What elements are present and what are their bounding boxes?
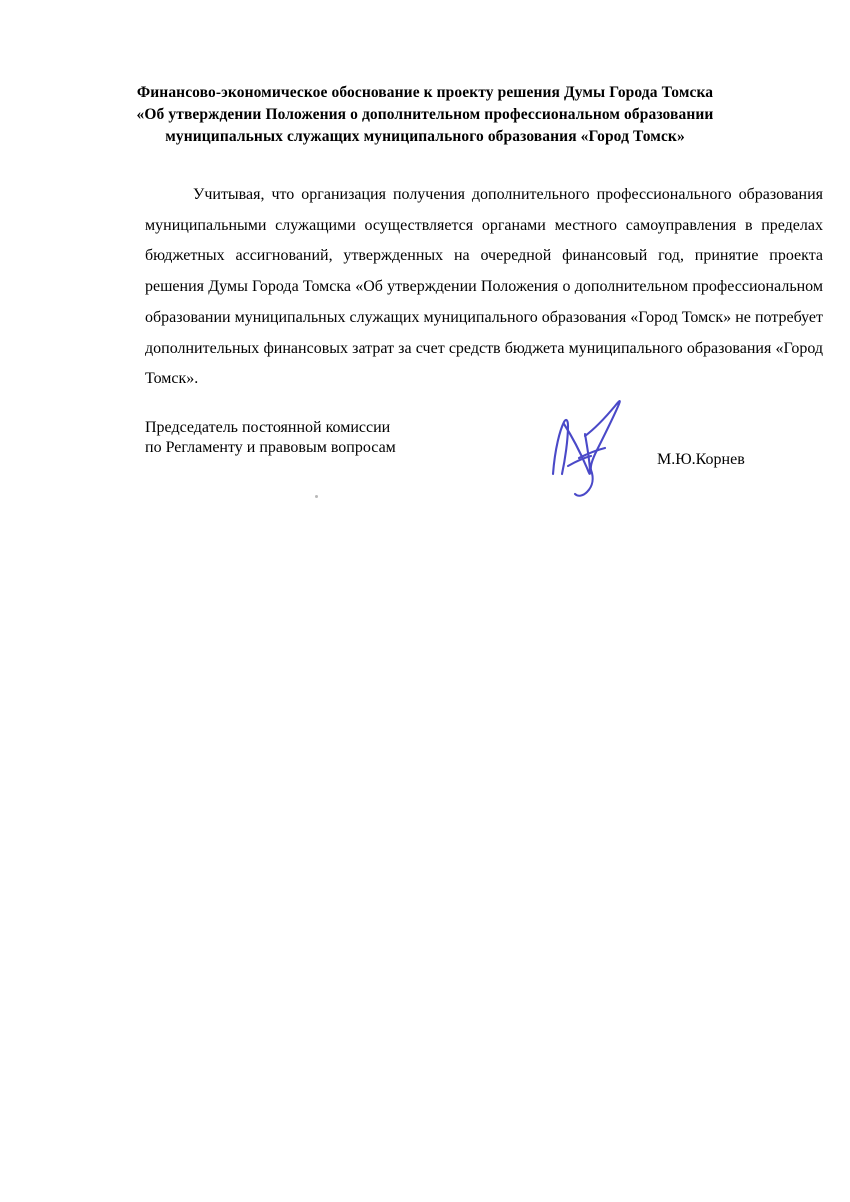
page-artifact-dot [315,495,318,498]
page-title [110,82,740,148]
page-title-line-2: «Об утверждении Положения о дополнительном профессиональном образовании [136,106,714,123]
body-paragraph: Учитывая, что организация получения дополнительного профессионального образования муниципальными служащими осуществляется органами местного самоуправления в пределах бюджетных ассигнований, утвержденных на очередной финансовый год, принятие проекта решения Думы Города Томска «Об утверждении Положения о дополнительном профессиональном образовании муниципальных служащих муниципального образования «Город Томск» не потребует дополнительных финансовых затрат за счет средств бюджета муниципального образования «Город Томск». [145,186,823,388]
signatory-name: М.Ю.Корнев [657,451,745,468]
signatory-role [145,418,475,459]
page-title-line-3: муниципальных служащих муниципального образования «Город Томск» [165,128,685,145]
handwritten-signature-icon [535,396,655,506]
signatory-role-line-2: по Регламенту и правовым вопросам [145,439,396,457]
signatory-role-line-1: Председатель постоянной комиссии [145,419,391,436]
page-title-line-1: Финансово-экономическое обоснование к проекту решения Думы Города Томска [136,84,714,101]
